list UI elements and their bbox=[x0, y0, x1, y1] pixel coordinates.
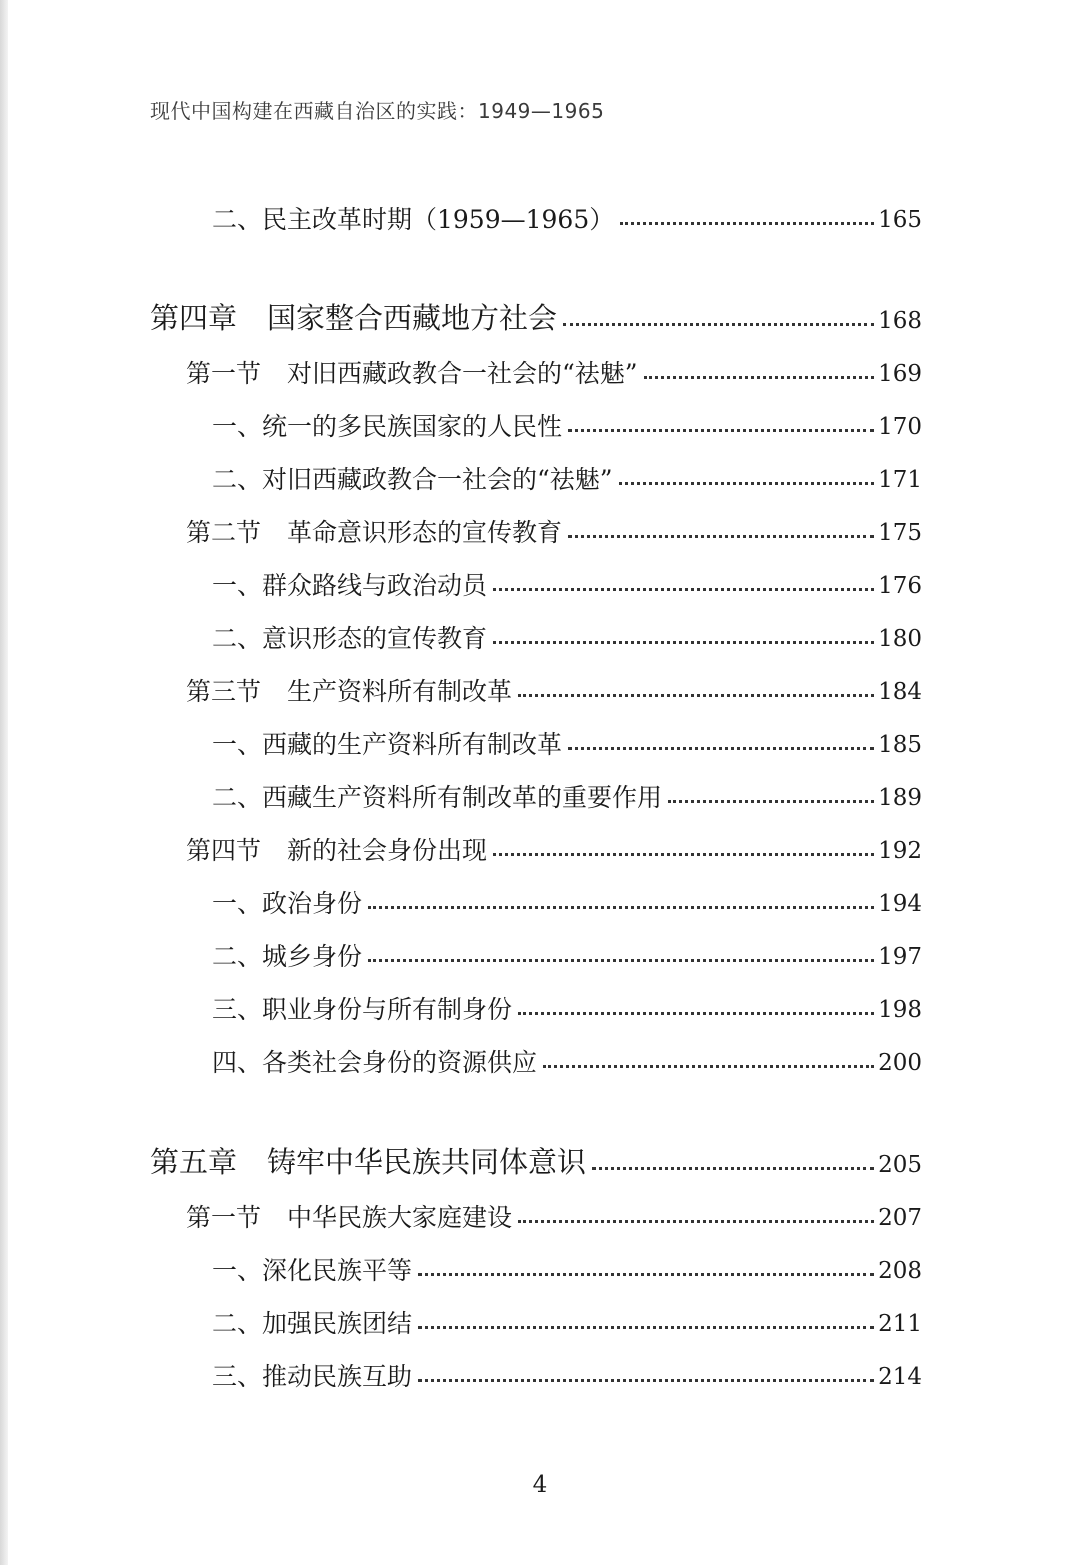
dot-leader bbox=[493, 640, 874, 644]
section-title: 中华民族大家庭建设 bbox=[287, 1203, 513, 1232]
toc-section[interactable] bbox=[186, 668, 922, 704]
dot-leader bbox=[493, 852, 874, 856]
page-edge-shadow bbox=[0, 0, 8, 1565]
toc-item[interactable] bbox=[212, 615, 922, 651]
toc-item-title: 二、对旧西藏政教合一社会的“祛魅” bbox=[212, 465, 613, 494]
toc-section[interactable] bbox=[186, 350, 922, 386]
toc-item[interactable] bbox=[212, 196, 922, 232]
chapter-number: 第四章 bbox=[150, 301, 238, 335]
toc-page-number: 176 bbox=[878, 573, 922, 599]
dot-leader bbox=[592, 1166, 874, 1170]
toc-item-title: 二、加强民族团结 bbox=[212, 1309, 413, 1338]
section-title: 生产资料所有制改革 bbox=[287, 677, 513, 706]
dot-leader bbox=[568, 428, 874, 432]
dot-leader bbox=[563, 322, 874, 326]
dot-leader bbox=[568, 746, 874, 750]
toc-item[interactable] bbox=[212, 456, 922, 492]
toc-section[interactable] bbox=[186, 827, 922, 863]
toc-page-number: 211 bbox=[878, 1311, 922, 1337]
toc-page-number: 189 bbox=[878, 785, 922, 811]
section-number: 第四节 bbox=[186, 836, 262, 865]
toc-page-number: 214 bbox=[878, 1364, 922, 1390]
dot-leader bbox=[368, 958, 874, 962]
toc-page-number: 185 bbox=[878, 732, 922, 758]
toc-item-title: 一、统一的多民族国家的人民性 bbox=[212, 412, 563, 441]
dot-leader bbox=[368, 905, 874, 909]
section-number: 第一节 bbox=[186, 359, 262, 388]
page-number: 4 bbox=[532, 1472, 548, 1498]
toc-page-number: 207 bbox=[878, 1205, 922, 1231]
toc-item[interactable] bbox=[212, 562, 922, 598]
toc-page-number: 194 bbox=[878, 891, 922, 917]
dot-leader bbox=[620, 221, 874, 225]
section-title: 对旧西藏政教合一社会的“祛魅” bbox=[287, 359, 638, 388]
toc-item-title: 二、民主改革时期（1959—1965） bbox=[212, 205, 615, 234]
dot-leader bbox=[518, 693, 874, 697]
chapter-title: 国家整合西藏地方社会 bbox=[267, 301, 558, 335]
section-number: 第三节 bbox=[186, 677, 262, 706]
toc-item-title: 四、各类社会身份的资源供应 bbox=[212, 1048, 538, 1077]
toc-item-title: 一、群众路线与政治动员 bbox=[212, 571, 488, 600]
toc-page-number: 165 bbox=[878, 207, 922, 233]
section-title: 新的社会身份出现 bbox=[287, 836, 488, 865]
toc-item-title: 二、城乡身份 bbox=[212, 942, 363, 971]
running-header: 现代中国构建在西藏自治区的实践：1949—1965 bbox=[150, 99, 605, 123]
toc-section[interactable] bbox=[186, 509, 922, 545]
toc-item[interactable] bbox=[212, 403, 922, 439]
toc-page-number: 168 bbox=[878, 308, 922, 334]
toc-item-title: 二、意识形态的宣传教育 bbox=[212, 624, 488, 653]
toc-page-number: 170 bbox=[878, 414, 922, 440]
toc-chapter[interactable] bbox=[150, 297, 922, 333]
section-number: 第一节 bbox=[186, 1203, 262, 1232]
toc-item-title: 一、深化民族平等 bbox=[212, 1256, 413, 1285]
toc-item[interactable] bbox=[212, 1300, 922, 1336]
dot-leader bbox=[619, 481, 875, 485]
chapter-number: 第五章 bbox=[150, 1145, 238, 1179]
dot-leader bbox=[668, 799, 874, 803]
dot-leader bbox=[418, 1272, 874, 1276]
toc-item[interactable] bbox=[212, 721, 922, 757]
toc-item[interactable] bbox=[212, 1039, 922, 1075]
toc-item[interactable] bbox=[212, 1247, 922, 1283]
toc-item[interactable] bbox=[212, 933, 922, 969]
toc-item-title: 三、职业身份与所有制身份 bbox=[212, 995, 513, 1024]
dot-leader bbox=[568, 534, 874, 538]
dot-leader bbox=[644, 375, 875, 379]
toc-section[interactable] bbox=[186, 1194, 922, 1230]
toc-page-number: 198 bbox=[878, 997, 922, 1023]
toc-item-title: 一、政治身份 bbox=[212, 889, 363, 918]
dot-leader bbox=[543, 1064, 874, 1068]
toc-page-number: 180 bbox=[878, 626, 922, 652]
dot-leader bbox=[518, 1011, 874, 1015]
toc-item-title: 一、西藏的生产资料所有制改革 bbox=[212, 730, 563, 759]
section-number: 第二节 bbox=[186, 518, 262, 547]
toc-item[interactable] bbox=[212, 880, 922, 916]
toc-item[interactable] bbox=[212, 774, 922, 810]
dot-leader bbox=[493, 587, 874, 591]
toc-page-number: 171 bbox=[878, 467, 922, 493]
toc-item[interactable] bbox=[212, 1353, 922, 1389]
dot-leader bbox=[418, 1325, 874, 1329]
toc-page-number: 200 bbox=[878, 1050, 922, 1076]
toc-item[interactable] bbox=[212, 986, 922, 1022]
toc-page-number: 169 bbox=[878, 361, 922, 387]
dot-leader bbox=[418, 1378, 874, 1382]
toc-page-number: 197 bbox=[878, 944, 922, 970]
toc-page-number: 175 bbox=[878, 520, 922, 546]
dot-leader bbox=[518, 1219, 874, 1223]
toc-page-number: 192 bbox=[878, 838, 922, 864]
toc-chapter[interactable] bbox=[150, 1141, 922, 1177]
chapter-title: 铸牢中华民族共同体意识 bbox=[267, 1145, 587, 1179]
toc-page-number: 184 bbox=[878, 679, 922, 705]
toc-page-number: 208 bbox=[878, 1258, 922, 1284]
toc-item-title: 三、推动民族互助 bbox=[212, 1362, 413, 1391]
toc-item-title: 二、西藏生产资料所有制改革的重要作用 bbox=[212, 783, 663, 812]
section-title: 革命意识形态的宣传教育 bbox=[287, 518, 563, 547]
toc-page-number: 205 bbox=[878, 1152, 922, 1178]
